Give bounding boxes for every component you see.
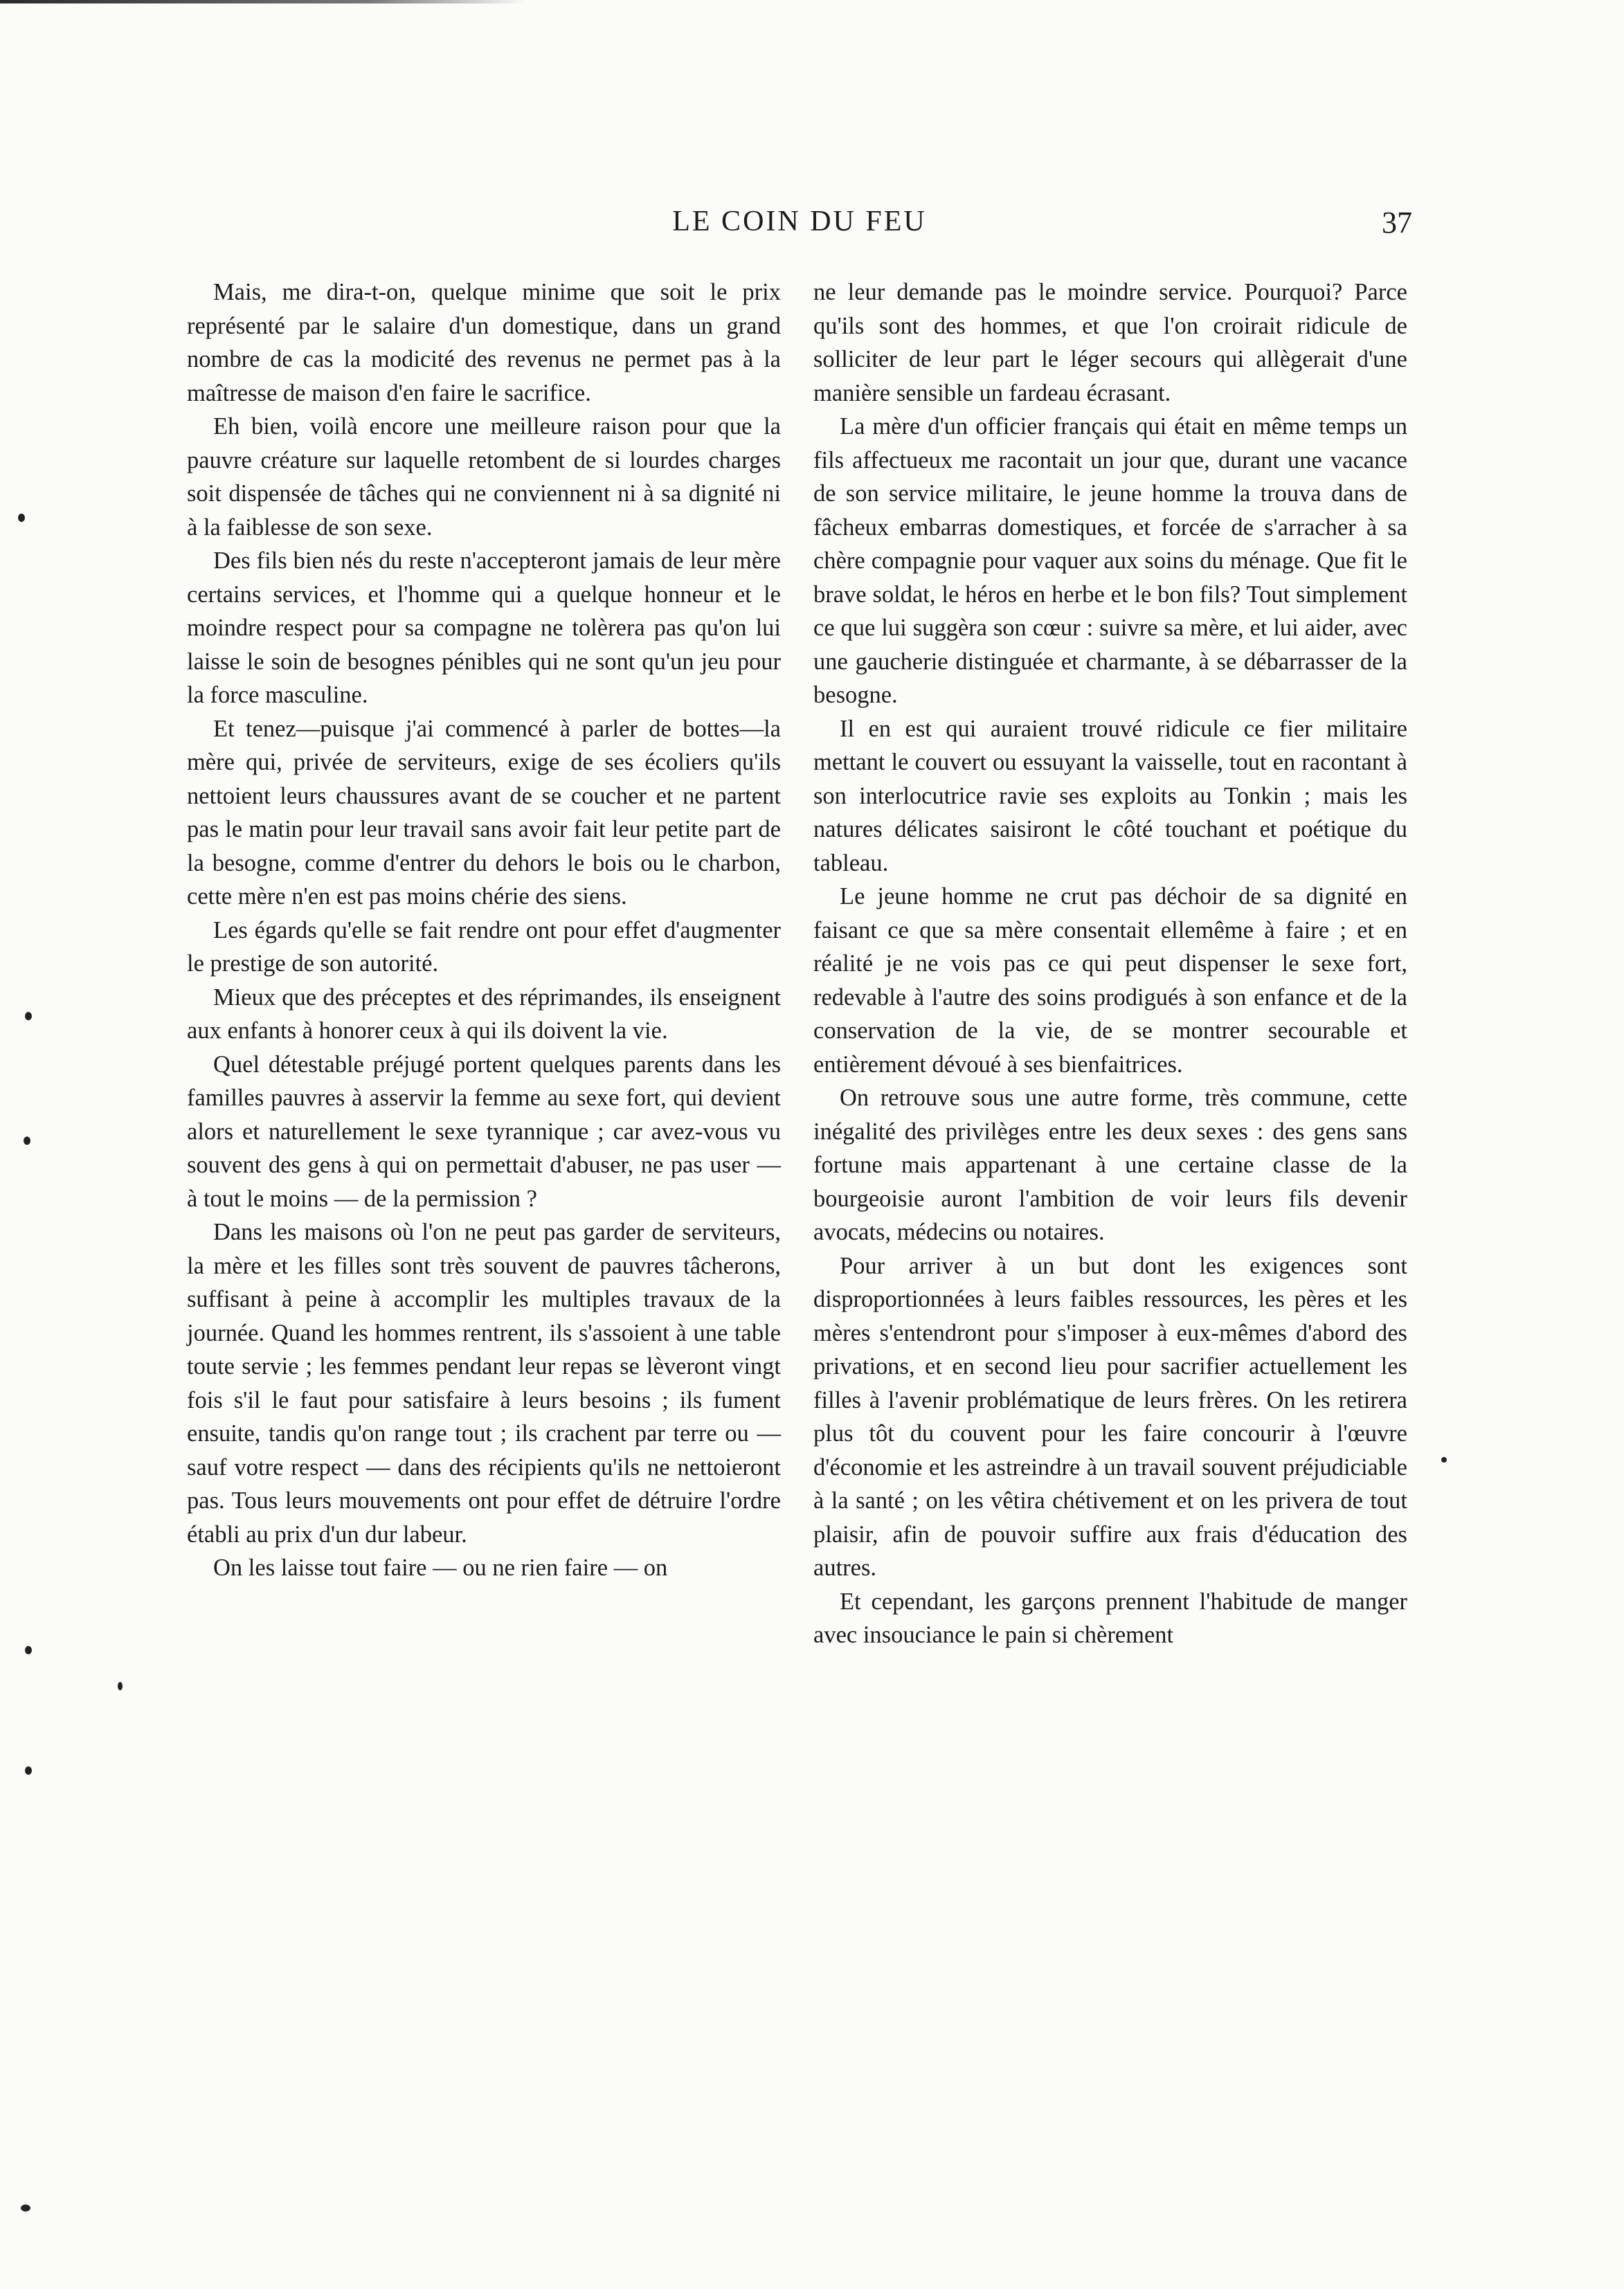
paragraph: Des fils bien nés du reste n'accepteront jamais de leur mère certains services, et l'homme qui a quelque honneur et le moindre respect pour sa compagne ne tolèrera pas qu'on lui laisse le soin de besognes pénibles qui ne sont qu'un jeu pour la force masculine. bbox=[187, 548, 781, 708]
continued-paragraph: ne leur demande pas le moindre service. Pourquoi? Parce qu'ils sont des hommes, et que l'on croirait ridicule de solliciter de leur part le léger secours qui allègerait d'une manière sensible un fardeau écrasant. bbox=[813, 279, 1407, 406]
margin-speck bbox=[21, 2205, 30, 2211]
paragraph: On retrouve sous une autre forme, très commune, cette inégalité des privilèges entre les deux sexes : des gens sans fortune mais appartenant à une certaine classe de la bourgeoisie auront l'ambition de voir leurs fils devenir avocats, médecins ou notaires. bbox=[813, 1085, 1407, 1245]
left-column bbox=[187, 275, 781, 1585]
margin-speck bbox=[25, 1766, 32, 1775]
page-number: 37 bbox=[1382, 206, 1412, 239]
margin-speck bbox=[25, 1012, 32, 1020]
paragraph: La mère d'un officier français qui était en même temps un fils affectueux me racontait un jour que, durant une vacance de son service militaire, le jeune homme la trouva dans de fâcheux embarras domestiques, et forcée de s'arracher à sa chère compagnie pour vaquer aux soins du ménage. Que fit le brave soldat, le héros en herbe et le bon fils? Tout simplement ce que lui suggèra son cœur : suivre sa mère, et lui aider, avec une gaucherie distinguée et charmante, à se débarrasser de la besogne. bbox=[813, 413, 1407, 708]
page-header bbox=[187, 205, 1412, 249]
paragraph: Mais, me dira-t-on, quelque minime que soit le prix représenté par le salaire d'un domestique, dans un grand nombre de cas la modicité des revenus ne permet pas à la maîtresse de maison d'en faire le sacrifice. bbox=[187, 279, 781, 406]
paragraph: On les laisse tout faire — ou ne rien faire — on bbox=[213, 1555, 668, 1581]
paragraph: Le jeune homme ne crut pas déchoir de sa dignité en faisant ce que sa mère consentait ellemême à faire ; et en réalité je ne vois pas ce qui peut dispenser le sexe fort, redevable à l'autre des soins prodigués à son enfance et de la conservation de la vie, de se montrer secourable et entièrement dévoué à ses bienfaitrices. bbox=[813, 883, 1407, 1078]
paragraph: Dans les maisons où l'on ne peut pas garder de serviteurs, la mère et les filles sont très souvent de pauvres tâcherons, suffisant à peine à accomplir les multiples travaux de la journée. Quand les hommes rentrent, ils s'assoient à une table toute servie ; les femmes pendant leur repas se lèveront vingt fois s'il le faut pour satisfaire à leurs besoins ; ils fument ensuite, tandis qu'on range tout ; ils crachent par terre ou — sauf votre respect — dans des récipients qu'ils ne nettoieront pas. Tous leurs mouvements ont pour effet de détruire l'ordre établi au prix d'un dur labeur. bbox=[187, 1219, 781, 1548]
paragraph: Eh bien, voilà encore une meilleure raison pour que la pauvre créature sur laquelle retombent de si lourdes charges soit dispensée de tâches qui ne conviennent ni à sa dignité ni à la faiblesse de son sexe. bbox=[187, 413, 781, 541]
paragraph: Et cependant, les garçons prennent l'habitude de manger avec insouciance le pain si chèrement bbox=[813, 1588, 1407, 1648]
top-edge-scan-mark bbox=[0, 0, 526, 3]
paragraph: Il en est qui auraient trouvé ridicule ce fier militaire mettant le couvert ou essuyant la vaisselle, tout en racontant à son interlocutrice ravie ses exploits au Tonkin ; mais les natures délicates saisiront le côté touchant et poétique du tableau. bbox=[813, 715, 1407, 876]
margin-speck bbox=[18, 514, 25, 522]
paragraph: Les égards qu'elle se fait rendre ont pour effet d'augmenter le prestige de son autorité. bbox=[187, 916, 781, 977]
margin-speck bbox=[118, 1682, 123, 1690]
right-column bbox=[813, 275, 1407, 1652]
margin-speck bbox=[25, 1646, 32, 1654]
paragraph: Pour arriver à un but dont les exigences sont disproportionnées à leurs faibles ressources, les pères et les mères s'entendront pour s'imposer à eux-mêmes d'abord des privations, et en second lieu pour sacrifier actuellement les filles à l'avenir problématique de leurs frères. On les retirera plus tôt du couvent pour les faire concourir à l'œuvre d'économie et les astreindre à un travail souvent préjudiciable à la santé ; on les vêtira chétivement et on les privera de tout plaisir, afin de pouvoir suffire aux frais d'éducation des autres. bbox=[813, 1252, 1407, 1581]
margin-speck bbox=[1441, 1457, 1447, 1463]
margin-speck bbox=[24, 1137, 30, 1145]
paragraph: Et tenez—puisque j'ai commencé à parler de bottes—la mère qui, privée de serviteurs, exige de ses écoliers qu'ils nettoient leurs chaussures avant de se coucher et ne partent pas le matin pour leur travail sans avoir fait leur petite part de la besogne, comme d'entrer du dehors le bois ou le charbon, cette mère n'en est pas moins chérie des siens. bbox=[187, 715, 781, 910]
running-title: LE COIN DU FEU bbox=[672, 206, 927, 237]
paragraph: Quel détestable préjugé portent quelques parents dans les familles pauvres à asservir la femme au sexe fort, qui devient alors et naturellement le sexe tyrannique ; car avez-vous vu souvent des gens à qui on permettait d'abuser, ne pas user — à tout le moins — de la permission ? bbox=[187, 1051, 781, 1212]
paragraph: Mieux que des préceptes et des réprimandes, ils enseignent aux enfants à honorer ceux à qui ils doivent la vie. bbox=[187, 984, 781, 1044]
